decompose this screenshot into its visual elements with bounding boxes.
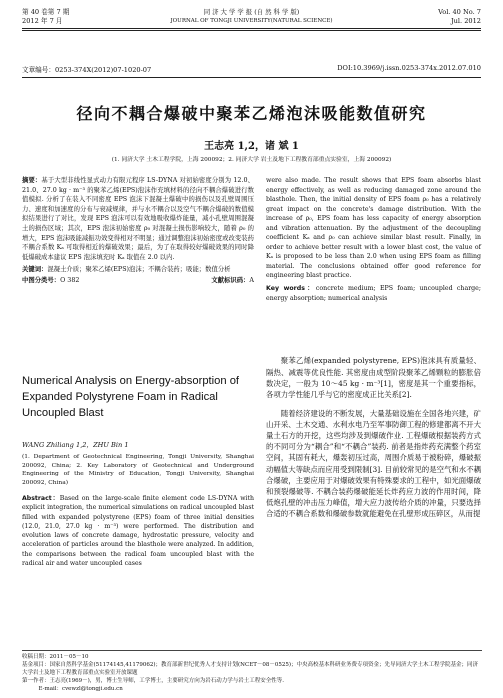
clc-label: 中图分类号： — [22, 276, 61, 284]
footnote-rule — [22, 650, 482, 651]
authors-zh: 王志亮 1,2，诸 斌 1 — [204, 141, 299, 152]
abstract-en — [22, 494, 254, 568]
clc-value: O 382 — [60, 276, 80, 284]
document-code-value: A — [249, 276, 254, 284]
journal-name-zh: 同 济 大 学 学 报 (自 然 科 学 版) — [203, 8, 300, 16]
abstract-en-continued — [266, 176, 481, 303]
author-bio: 第一作者：王志亮(1969－)，男，博士生导师，工学博士，主要研究方向为岩石动力学与岩土工程安全性等. — [22, 678, 285, 684]
date-en: Jul. 2012 — [451, 17, 481, 25]
abstract-zh-text: 基于大型非线性显式动力有限元程序 LS-DYNA 对初始密度分别为 12.0、21.0、27.0 kg · m⁻³ 的聚苯乙烯(EPS)泡沫作充填材料的径向不耦合爆破进行数值模拟. 分析了在装入不同密度 EPS 泡沫下混凝土爆破中的损伤以及孔壁周围压力、速度和加速度的分布与衰减规律，并与水不耦合以及空气不耦合爆破的数值模拟结果进行了对比，发现 EPS 泡沫可以有效地吸收爆炸能量，减小孔壁周围混凝土的损伤区域；其次，EPS 泡沫初始密度 ρ₀ 对混凝土损伤影响较大，随着 ρ₀ 的增大，EPS 泡沫吸能减振功效变得相对不明显；通过调整泡沫初始密度或改变装药不耦合系数 Kₐ 可取得相近的爆破效果；最后，为了在取得较好爆破效果的同时降低爆破成本建议 EPS 泡沫填充时 Kₐ 取值在 2.0 以内. — [22, 177, 254, 261]
doi: DOI:10.3969/j.issn.0253-374x.2012.07.010 — [337, 64, 481, 72]
keywords-zh-label: 关键词： — [22, 266, 48, 274]
footnote — [22, 653, 482, 693]
paper-title-en: Numerical Analysis on Energy-absorption of Expanded Polystyrene Foam in Radical Uncoupled Blast — [22, 375, 240, 419]
volume-issue-zh: 第 40 卷第 7 期 — [22, 8, 70, 16]
header-rule-thin — [22, 30, 481, 31]
abstract-en-label: Abstract： — [22, 495, 60, 502]
keywords-zh-text: 混凝土介质；聚苯乙烯(EPS)泡沫；不耦合装药；吸能；数值分析 — [47, 266, 231, 274]
affiliation-zh: (1. 同济大学 土木工程学院，上海 200092；2. 同济大学 岩土及地下工程教育部重点实验室，上海 200092) — [111, 157, 392, 163]
keywords-en-text: concrete medium; EPS foam; uncoupled charge; energy absorption; numerical analysis — [266, 285, 481, 302]
document-code-label: 文献标识码： — [211, 276, 250, 284]
authors-en: WANG Zhiliang 1,2，ZHU Bin 1 — [22, 441, 129, 449]
abstract-en-text: Based on the large-scale finite element code LS-DYNA with explicit integration, the numerical simulations on radical uncoupled blast filled with expanded polystyrene (EPS) foam of three initial densities (12.0, 21.0, 27.0 kg · m⁻³) were performed. The distribution and evolution laws of concrete damage, hydrostatic pressure, velocity and acceleration of particles around the blasthole were analyzed. In addition, the comparisons between the radical foam uncoupled blast with the radical air and water uncoupled cases — [22, 495, 254, 568]
abstract-zh — [22, 176, 254, 286]
journal-name-en: JOURNAL OF TONGJI UNIVERSITY(NATURAL SCIENCE) — [170, 18, 333, 24]
abstract-zh-label: 摘要： — [22, 177, 42, 184]
affiliation-en: (1. Department of Geotechnical Engineering, Tongji University, Shanghai 200092, China; 2. Key Laboratory of Geotechnical and Underground Engineering of the Ministry of Education, Tongji University, Shanghai 200092, China) — [22, 454, 254, 486]
clc-number — [22, 276, 79, 286]
paper-title-zh: 径向不耦合爆破中聚苯乙烯泡沫吸能数值研究 — [76, 104, 427, 123]
received-date: 收稿日期：2011－05－10 — [22, 654, 89, 660]
document-code — [211, 276, 254, 286]
fund-info: 基金项目：国家自然科学基金(51174145,41179062)；教育部新世纪优秀人才支持计划(NCET－08－0525)；中央高校基本科研业务费专项资金；先导同济大学土木工程学院基金；同济大学岩土及地下工程教育部重点实验室开放课题 — [22, 662, 479, 676]
body-text — [266, 348, 481, 527]
date-zh: 2012 年 7 月 — [22, 17, 63, 25]
journal-volume-en — [438, 8, 481, 26]
volume-issue-en: Vol. 40 No. 7 — [438, 8, 481, 16]
body-paragraph: 随着经济建设的不断发展，大量基础设施在全国各地兴建，矿山开采、土木交通、水利水电乃至军事防御工程的修建都离不开大量土石方的开挖，这些均涉及到爆破作业. 工程爆破根据装药方式的不同可分为“耦合”和“不耦合”装药. 前者是指炸药充满整个药室空间，其固有耗大，爆轰初压过高，周围介质易于被粉碎，爆破振动幅值大等缺点而应用受到限制[3]. 目前较常见的是空气和水不耦合爆破，主要应用于对爆破效果有特殊要求的工程中，如光面爆破和预裂爆破等. 不耦合装药爆破能延长炸药应力波的作用时间，降低炮孔壁的冲击压力峰值，增大应力波传给介质的冲量，只要选择合适的不耦合系数和爆破参数就能避免在孔壁形成压碎区，从而提 — [266, 408, 481, 519]
journal-name — [0, 8, 503, 26]
header-rule — [22, 28, 481, 29]
abstract-en-continued-text: were also made. The result shows that EPS foam absorbs blast energy effectively, as well as reducing damaged zone around the blasthole. Then, the initial density of EPS foam ρ₀ has a relatively great impact on the concrete's damage distribution. With the increase of ρ₀, EPS foam has less capacity of energy absorption and vibration attenuation. By the adjustment of the decoupling coefficient Kₐ and ρ₀ can achieve similar blast result. Finally, in order to achieve better result with a lower blast cost, the value of Kₐ is proposed to be less than 2.0 when using EPS foam as filling material. The conclusions obtained offer good reference for engineering blast practice. — [266, 177, 481, 280]
article-number: 文章编号：0253-374X(2012)07-1020-07 — [22, 66, 152, 74]
author-email: E-mail：cvewzl@tongji.edu.cn — [38, 686, 123, 692]
meta-rule — [22, 77, 481, 78]
keywords-en-label: Key words： — [266, 285, 316, 293]
body-paragraph: 聚苯乙烯(expanded polystyrene, EPS)泡沫具有质量轻、隔热、减震等优良性能. 其密度由成型阶段聚苯乙烯颗粒的膨胀倍数决定，一般为 10～45 kg · m⁻³[1]，密度是其一个重要指标，各项力学性能几乎与它的密度成正比关系[2]. — [266, 356, 481, 399]
